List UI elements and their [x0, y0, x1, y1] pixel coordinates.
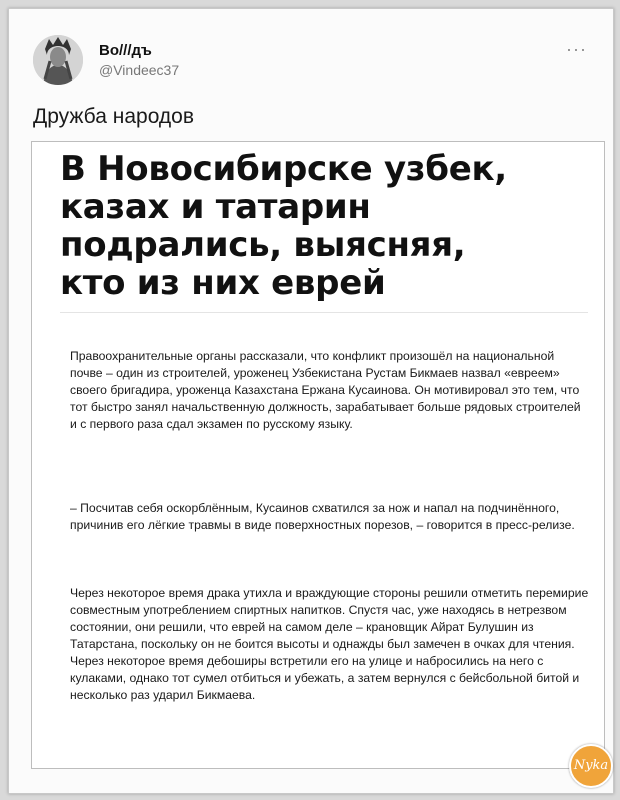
divider — [60, 312, 588, 313]
user-handle[interactable]: @Vindeec37 — [99, 62, 180, 78]
avatar-portrait-icon — [33, 35, 83, 85]
headline-line: казах и татарин — [60, 187, 371, 227]
article-paragraph: Через некоторое время драка утихла и враждующие стороны решили отметить перемирие совместным употреблением спиртных напитков. Спустя час, уже находясь в нетрезвом состоянии, они решили, что еврей на самом деле – крановщик Айрат Булушин из Татарстана, поскольку он не боится высоты и однажды был замечен в очках для чтения. Через некоторое время дебоширы встретили его на улице и набросились на него с кулаками, однако тот сумел отбиться и убежать, а затем вернулся с бейсбольной битой и несколько раз ударил Бикмаева. — [70, 586, 589, 702]
watermark-logo: Nyka — [569, 744, 613, 788]
headline-line: В Новосибирске узбек, — [60, 149, 507, 189]
headline-line: подрались, выясняя, — [60, 225, 466, 265]
attached-article-image[interactable] — [31, 141, 605, 769]
display-name[interactable]: Во///дъ — [99, 42, 152, 59]
article-headline — [60, 150, 590, 302]
tweet-card — [8, 8, 614, 794]
headline-line: кто из них еврей — [60, 263, 386, 303]
avatar[interactable] — [33, 35, 83, 85]
tweet-text: Дружба народов — [33, 105, 195, 128]
more-options-icon[interactable]: ··· — [566, 39, 587, 59]
article-paragraph: – Посчитав себя оскорблённым, Кусаинов схватился за нож и напал на подчинённого, причинив его лёгкие травмы в виде поверхностных порезов, – говорится в пресс-релизе. — [70, 501, 575, 532]
article-paragraph: Правоохранительные органы рассказали, что конфликт произошёл на национальной почве – один из строителей, уроженец Узбекистана Рустам Бикмаев назвал «евреем» своего бригадира, уроженца Казахстана Ержана Кусаинова. Он мотивировал это тем, что тот быстро занял начальственную должность, зарабатывает больше рядовых строителей и с первого раза сдал экзамен по русскому языку. — [70, 349, 581, 431]
